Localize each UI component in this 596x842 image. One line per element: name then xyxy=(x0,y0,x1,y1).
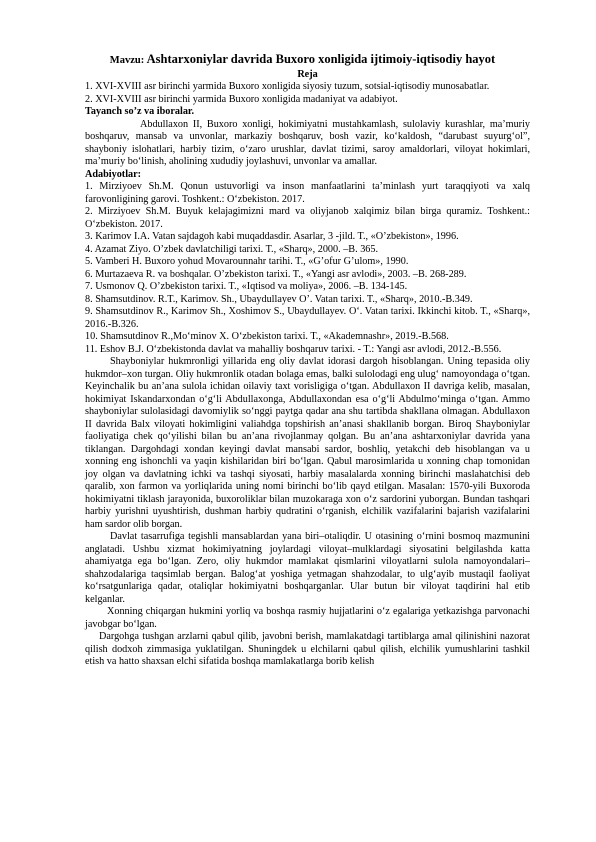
terms-paragraph: Abdullaxon II, Buxoro xonligi, hokimiyatni mustahkamlash, sulolaviy kurashlar, ma’muriy boshqaruv, mansab va unvonlar, markaziy boshqaruv, bosh vazir, ko‘kaldosh, “darubast suyurg‘ol”, shayboniy islohatlari, harbiy tizim, o‘zaro urushlar, davlat tizimi, saroy amaldorlari, viloyat hokimlari, ma’muriy bo‘linish, aholining xududiy joylashuvi, unvonlar va amallar. xyxy=(85,118,530,167)
body-paragraph: Xonning chiqargan hukmini yorliq va boshqa rasmiy hujjatlarini o‘z egalariga yetkazishga parvonachi javobgar bo‘lgan. xyxy=(85,606,530,630)
reference-item: 3. Karimov I.A. Vatan sajdagoh kabi muqaddasdir. Asarlar, 3 -jild. T., «O’zbekiston», 1996. xyxy=(85,231,459,242)
reference-item: 4. Azamat Ziyo. O’zbek davlatchiligi tarixi. T., «Sharq», 2000. –B. 365. xyxy=(85,243,379,255)
title-text: Ashtarxoniylar davrida Buxoro xonligida ijtimoiy-iqtisodiy hayot xyxy=(146,52,496,66)
document-page xyxy=(85,52,530,669)
reference-item: 6. Murtazaeva R. va boshqalar. O’zbekiston tarixi. T., «Yangi asr avlodi», 2003. –B. 268-289. xyxy=(85,268,467,280)
body-paragraph: Davlat tasarrufiga tegishli mansablardan yana biri–otaliqdir. U otasining o‘rnini bosmoq mazmunini anglatadi. Ushbu xizmat hokimiyatning joylardagi viloyat–mulklardagi siyosatini belgilashda katta ahamiyatga ega bo‘lgan. Zero, oliy hukmdor mamlakat qismlarini viloyatlarni sulola namoyondalari–shahzodalariga taqsimlab bergan. Balog‘at yoshiga yetmagan shahzodalar, to ulg‘ayib mustaqil faoliyat ko‘rsatgunlariga qadar, otaliqlar hokimiyatni boshqarganlar. Ular butun bir viloyat taqdirini hal etib kelganlar. xyxy=(85,531,530,605)
reference-item: 7. Usmonov Q. O’zbekiston tarixi. T., «Iqtisod va moliya», 2006. –B. 134-145. xyxy=(85,281,408,292)
plan-item: 2. XVI-XVIII asr birinchi yarmida Buxoro xonligida madaniyat va adabiyot. xyxy=(85,93,398,105)
references-heading: Adabiyotlar: xyxy=(85,168,142,180)
plan-heading: Reja xyxy=(297,69,318,80)
plan-item: 1. XVI-XVIII asr birinchi yarmida Buxoro xonligida siyosiy tuzum, sotsial-iqtisodiy munosabatlar. xyxy=(85,81,490,92)
reference-item: 1. Mirziyoev Sh.M. Qonun ustuvorligi va inson manfaatlarini ta’minlash yurt taraqqiyoti va xalq farovonligining garovi. Toshkent.: O‘zbekiston. 2017. xyxy=(85,181,530,205)
body-paragraph: Shayboniylar hukmronligi yillarida eng oliy davlat idorasi dargoh hisoblangan. Uning tepasida oliy hukmdor–xon turgan. Oliy hukmronlik otadan bolaga emas, balki sulolodagi eng ulug‘ namoyondaga o‘tgan. Keyinchalik bu an’ana sulola ichidan oilaviy taxt vorisligiga o‘tgan. Abdullaxon II davriga kelib, masalan, hokimiyat Iskandarxondan o‘g‘li Abdullaxonga, Abdullaxondan esa o‘g‘li Abdulmo‘minga o‘tgan. Ammo shayboniylar sulolasidagi davomiylik so‘nggi paytga qadar ana shu tartibda shakllana olmagan. Abdullaxon II davrida Balx viloyati hokimligini valiahdga topshirish an’anasi shakllanib borgan. Biroq Shayboniylar faoliyatiga chek qo‘yilishi bilan bu an’ana rivojlanmay qolgan. Bu an’ana ashtarxoniylar davrida yana tiklangan. Dargohdagi xondan keyingi davlat mansabi sardor, boshliq, yetakchi deb hisoblangan va u xonning eng ishonchli va yaqin kishilaridan biri bo‘lgan. Qabul marosimlarida u xonning chap tomonidan joy olgan va davlatning ichki va tashqi siyosati, harbiy masalalarda xonning birinchi maslahatchisi deb qaralib, xon farmon va yorliqlarida uning nomi birinchi bo‘lib qayd etilgan. Masalan: 1570-yili Buxoroda hokimiyatni tiklash jarayonida, buxoroliklar bilan muzokaraga xon o‘z sardorini yuborgan. Bundan tashqari harbiy yurishni uyushtirish, dushman harbiy qudratini o‘rganish, elchilik vazifalarini bajarish vazifalarini ham sardor olib borgan. xyxy=(85,356,530,530)
reference-item: 2. Mirziyoev Sh.M. Buyuk kelajagimizni mard va oliyjanob xalqimiz bilan birga quramiz. Toshkent.: O‘zbekiston. 2017. xyxy=(85,206,530,230)
document-title xyxy=(75,52,530,68)
reference-item: 11. Eshov B.J. O‘zbekistonda davlat va mahalliy boshqaruv tarixi. - T.: Yangi asr avlodi, 2012.-B.556. xyxy=(85,343,502,355)
reference-item: 5. Vamberi H. Buxoro yohud Movarounnahr tarihi. T., «G’ofur G’ulom», 1990. xyxy=(85,256,409,267)
body-paragraph: Dargohga tushgan arzlarni qabul qilib, javobni berish, mamlakatdagi tartiblarga amal qilinishini nazorat qilish dodxoh zimmasiga yuklatilgan. Shuningdek u elchilarni qabul qilish, elchilik yumushlarini tashkil etish va hatto shaxsan elchi sifatida boshqa mamlakatlarga borib kelish xyxy=(85,631,530,667)
title-label: Mavzu: xyxy=(109,55,145,66)
reference-item: 10. Shamsutdinov R.,Mo‘minov X. O‘zbekiston tarixi. T., «Akademnashr», 2019.-B.568. xyxy=(85,331,449,342)
reference-item: 9. Shamsutdinov R., Karimov Sh., Xoshimov S., Ubaydullayev. O‘. Vatan tarixi. Ikkinchi kitob. T., «Sharq», 2016.-B.326. xyxy=(85,306,530,330)
reference-item: 8. Shamsutdinov. R.T., Karimov. Sh., Ubaydullayev O’. Vatan tarixi. T., «Sharq», 2010.-B.349. xyxy=(85,293,473,305)
terms-heading: Tayanch so’z va iboralar. xyxy=(85,106,195,117)
